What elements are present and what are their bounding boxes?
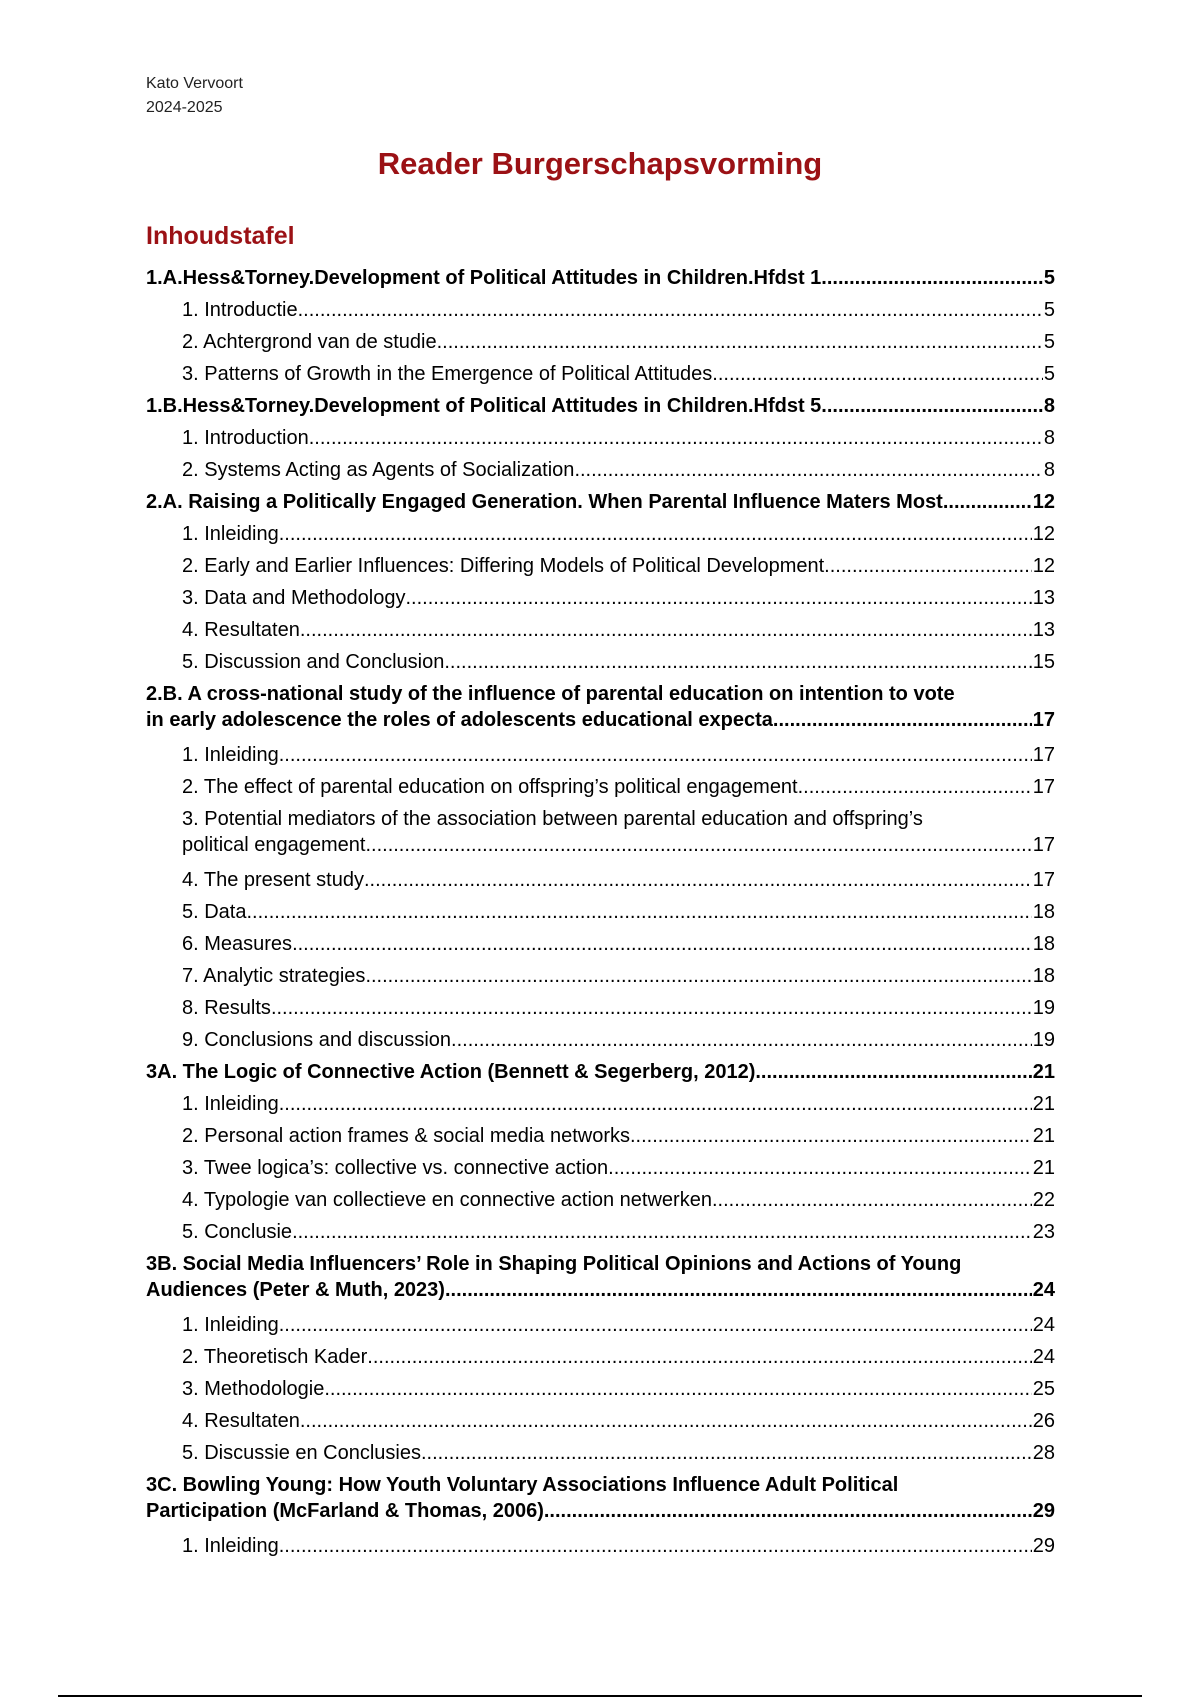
toc-entry-label: 2. Achtergrond van de studie xyxy=(182,331,437,353)
toc-entry-label: 5. Data xyxy=(182,901,247,923)
toc-entry-label: 4. Resultaten xyxy=(182,619,300,641)
toc-leader xyxy=(437,326,1043,358)
toc-section[interactable] xyxy=(146,960,1055,992)
toc-page-number: 29 xyxy=(1032,1500,1055,1522)
toc-leader xyxy=(279,1309,1032,1341)
toc-leader xyxy=(444,646,1031,678)
toc-section[interactable] xyxy=(146,1088,1055,1120)
toc-section[interactable] xyxy=(146,739,1055,771)
toc-leader xyxy=(300,1405,1032,1437)
toc-leader xyxy=(292,928,1032,960)
toc-entry-label: Participation (McFarland & Thomas, 2006) xyxy=(146,1500,544,1522)
toc-leader xyxy=(421,1437,1032,1469)
footer-divider xyxy=(58,1695,1142,1697)
toc-section[interactable] xyxy=(146,1437,1055,1469)
toc-section[interactable] xyxy=(146,518,1055,550)
toc-entry-label: 4. The present study xyxy=(182,869,364,891)
toc-entry-label: 2. Theoretisch Kader xyxy=(182,1346,368,1368)
toc-entry-label: 2. Early and Earlier Influences: Differing Models of Political Development xyxy=(182,555,825,577)
toc-page-number: 8 xyxy=(1043,459,1055,481)
toc-entry-label: 1. Inleiding xyxy=(182,523,279,545)
toc-section[interactable] xyxy=(146,454,1055,486)
toc-section[interactable] xyxy=(146,771,1055,803)
toc-leader xyxy=(821,262,1043,294)
toc-section[interactable] xyxy=(146,1341,1055,1373)
toc-entry-label: 1. Inleiding xyxy=(182,1314,279,1336)
toc-section[interactable] xyxy=(146,422,1055,454)
toc-leader xyxy=(309,422,1043,454)
toc-entry-label-line1: 3C. Bowling Young: How Youth Voluntary Associations Influence Adult Political xyxy=(146,1474,899,1496)
toc-page-number: 12 xyxy=(1032,523,1055,545)
toc-leader xyxy=(773,707,1032,733)
toc-leader xyxy=(279,1530,1032,1562)
toc-page-number: 25 xyxy=(1032,1378,1055,1400)
toc-leader xyxy=(445,1277,1032,1303)
toc-page-number: 24 xyxy=(1032,1314,1055,1336)
toc-section[interactable] xyxy=(146,294,1055,326)
toc-entry-label: 3. Patterns of Growth in the Emergence of Political Attitudes xyxy=(182,363,713,385)
toc-page-number: 22 xyxy=(1032,1189,1055,1211)
toc-section[interactable] xyxy=(146,582,1055,614)
toc-entry-label: 1. Inleiding xyxy=(182,1093,279,1115)
toc-section[interactable] xyxy=(146,992,1055,1024)
toc-entry-label: 2. The effect of parental education on offspring’s political engagement xyxy=(182,776,798,798)
toc-entry-label: 1.A.Hess&Torney.Development of Political Attitudes in Children.Hfdst 1 xyxy=(146,267,822,289)
toc-section[interactable] xyxy=(146,1120,1055,1152)
toc-section[interactable] xyxy=(146,1152,1055,1184)
toc-page-number: 17 xyxy=(1032,744,1055,766)
toc-entry-label-line1: 3. Potential mediators of the association between parental education and offspring’s xyxy=(182,808,923,830)
toc-chapter-3a[interactable] xyxy=(146,1056,1055,1088)
toc-entry-label-line1: 2.B. A cross-national study of the influence of parental education on intention to vote xyxy=(146,683,955,705)
toc-leader xyxy=(364,864,1032,896)
toc-page-number: 13 xyxy=(1032,587,1055,609)
academic-year: 2024-2025 xyxy=(146,99,223,116)
toc-entry-label: 2. Personal action frames & social media networks xyxy=(182,1125,630,1147)
toc-leader xyxy=(712,1184,1032,1216)
toc-entry-label: 4. Resultaten xyxy=(182,1410,300,1432)
toc-page-number: 21 xyxy=(1032,1061,1055,1083)
toc-leader xyxy=(271,992,1032,1024)
toc-leader xyxy=(365,960,1031,992)
toc-leader xyxy=(544,1498,1032,1524)
toc-entry-label: 4. Typologie van collectieve en connective action netwerken xyxy=(182,1189,712,1211)
toc-section[interactable] xyxy=(146,864,1055,896)
toc-leader xyxy=(608,1152,1032,1184)
toc-leader xyxy=(821,390,1043,422)
toc-leader xyxy=(406,582,1032,614)
toc-leader xyxy=(279,518,1032,550)
toc-page-number: 29 xyxy=(1032,1535,1055,1557)
toc-page-number: 17 xyxy=(1032,776,1055,798)
toc-chapter-2b[interactable] xyxy=(146,678,1055,739)
toc-section[interactable] xyxy=(146,1405,1055,1437)
toc-entry-label: 3. Data and Methodology xyxy=(182,587,406,609)
toc-leader xyxy=(298,294,1043,326)
toc-page-number: 23 xyxy=(1032,1221,1055,1243)
toc-section[interactable] xyxy=(146,896,1055,928)
toc-entry-label: 7. Analytic strategies xyxy=(182,965,366,987)
toc-section[interactable] xyxy=(146,614,1055,646)
toc-section[interactable] xyxy=(146,1309,1055,1341)
toc-entry-label: political engagement xyxy=(182,834,366,856)
toc-entry-label: 5. Discussie en Conclusies xyxy=(182,1442,421,1464)
toc-leader xyxy=(451,1024,1032,1056)
toc-entry-label: 1. Introductie xyxy=(182,299,298,321)
toc-leader xyxy=(755,1056,1031,1088)
toc-page-number: 18 xyxy=(1032,901,1055,923)
toc-entry-label: 3A. The Logic of Connective Action (Bennett & Segerberg, 2012) xyxy=(146,1061,756,1083)
toc-chapter-1a[interactable] xyxy=(146,262,1055,294)
toc-section[interactable] xyxy=(146,646,1055,678)
toc-leader xyxy=(279,1088,1032,1120)
toc-chapter-1b[interactable] xyxy=(146,390,1055,422)
toc-section[interactable] xyxy=(146,803,1055,864)
toc-chapter-3c[interactable] xyxy=(146,1469,1055,1530)
toc-entry-label: Audiences (Peter & Muth, 2023) xyxy=(146,1279,445,1301)
toc-entry-label: 3. Methodologie xyxy=(182,1378,325,1400)
toc-entry-label: 9. Conclusions and discussion xyxy=(182,1029,452,1051)
toc-section[interactable] xyxy=(146,1024,1055,1056)
toc-entry-label: 1.B.Hess&Torney.Development of Political Attitudes in Children.Hfdst 5 xyxy=(146,395,822,417)
toc-entry-label: 6. Measures xyxy=(182,933,293,955)
toc-page-number: 28 xyxy=(1032,1442,1055,1464)
toc-page-number: 13 xyxy=(1032,619,1055,641)
toc-entry-label: 1. Inleiding xyxy=(182,744,279,766)
toc-page-number: 8 xyxy=(1043,395,1055,417)
toc-page-number: 5 xyxy=(1043,267,1055,289)
toc-leader xyxy=(246,896,1031,928)
toc-leader xyxy=(712,358,1043,390)
toc-page-number: 15 xyxy=(1032,651,1055,673)
toc-page-number: 8 xyxy=(1043,427,1055,449)
toc-entry-label: 2. Systems Acting as Agents of Socialization xyxy=(182,459,575,481)
toc-page-number: 21 xyxy=(1032,1125,1055,1147)
author-name: Kato Vervoort xyxy=(146,75,243,92)
toc-section[interactable] xyxy=(146,326,1055,358)
toc-entry-label: 2.A. Raising a Politically Engaged Generation. When Parental Influence Maters Most xyxy=(146,491,943,513)
toc-leader xyxy=(574,454,1042,486)
toc-leader xyxy=(300,614,1032,646)
toc-leader xyxy=(630,1120,1032,1152)
toc-entry-label: 5. Conclusie xyxy=(182,1221,293,1243)
toc-leader xyxy=(943,486,1032,518)
toc-page-number: 18 xyxy=(1032,933,1055,955)
toc-page-number: 26 xyxy=(1032,1410,1055,1432)
toc-leader xyxy=(279,739,1032,771)
toc-page-number: 17 xyxy=(1032,869,1055,891)
toc-entry-label: 8. Results xyxy=(182,997,271,1019)
toc-page-number: 12 xyxy=(1032,491,1055,513)
toc-page-number: 24 xyxy=(1032,1279,1055,1301)
toc-page-number: 24 xyxy=(1032,1346,1055,1368)
toc-page-number: 18 xyxy=(1032,965,1055,987)
toc-page-number: 21 xyxy=(1032,1093,1055,1115)
toc-heading: Inhoudstafel xyxy=(146,222,295,250)
toc-leader xyxy=(365,832,1031,858)
table-of-contents xyxy=(146,262,1055,1562)
toc-leader xyxy=(824,550,1032,582)
toc-section[interactable] xyxy=(146,358,1055,390)
toc-leader xyxy=(292,1216,1032,1248)
toc-page-number: 5 xyxy=(1043,331,1055,353)
toc-entry-label: 5. Discussion and Conclusion xyxy=(182,651,445,673)
toc-entry-label: 3. Twee logica’s: collective vs. connective action xyxy=(182,1157,609,1179)
toc-section[interactable] xyxy=(146,1216,1055,1248)
toc-entry-label-line1: 3B. Social Media Influencers’ Role in Shaping Political Opinions and Actions of Young xyxy=(146,1253,962,1275)
toc-page-number: 17 xyxy=(1032,834,1055,856)
toc-section[interactable] xyxy=(146,928,1055,960)
toc-section[interactable] xyxy=(146,550,1055,582)
toc-section[interactable] xyxy=(146,1373,1055,1405)
toc-section[interactable] xyxy=(146,1184,1055,1216)
toc-entry-label: in early adolescence the roles of adolescents educational expecta xyxy=(146,709,773,731)
author-block xyxy=(146,72,243,120)
toc-entry-label: 1. Introduction xyxy=(182,427,309,449)
toc-page-number: 19 xyxy=(1032,1029,1055,1051)
toc-leader xyxy=(324,1373,1031,1405)
toc-leader xyxy=(367,1341,1031,1373)
toc-leader xyxy=(798,771,1032,803)
toc-page-number: 21 xyxy=(1032,1157,1055,1179)
toc-section[interactable] xyxy=(146,1530,1055,1562)
toc-page-number: 17 xyxy=(1032,709,1055,731)
toc-page-number: 5 xyxy=(1043,363,1055,385)
document-title: Reader Burgerschapsvorming xyxy=(377,146,823,181)
toc-page-number: 12 xyxy=(1032,555,1055,577)
toc-chapter-3b[interactable] xyxy=(146,1248,1055,1309)
toc-chapter-2a[interactable] xyxy=(146,486,1055,518)
toc-entry-label: 1. Inleiding xyxy=(182,1535,279,1557)
toc-page-number: 19 xyxy=(1032,997,1055,1019)
toc-page-number: 5 xyxy=(1043,299,1055,321)
